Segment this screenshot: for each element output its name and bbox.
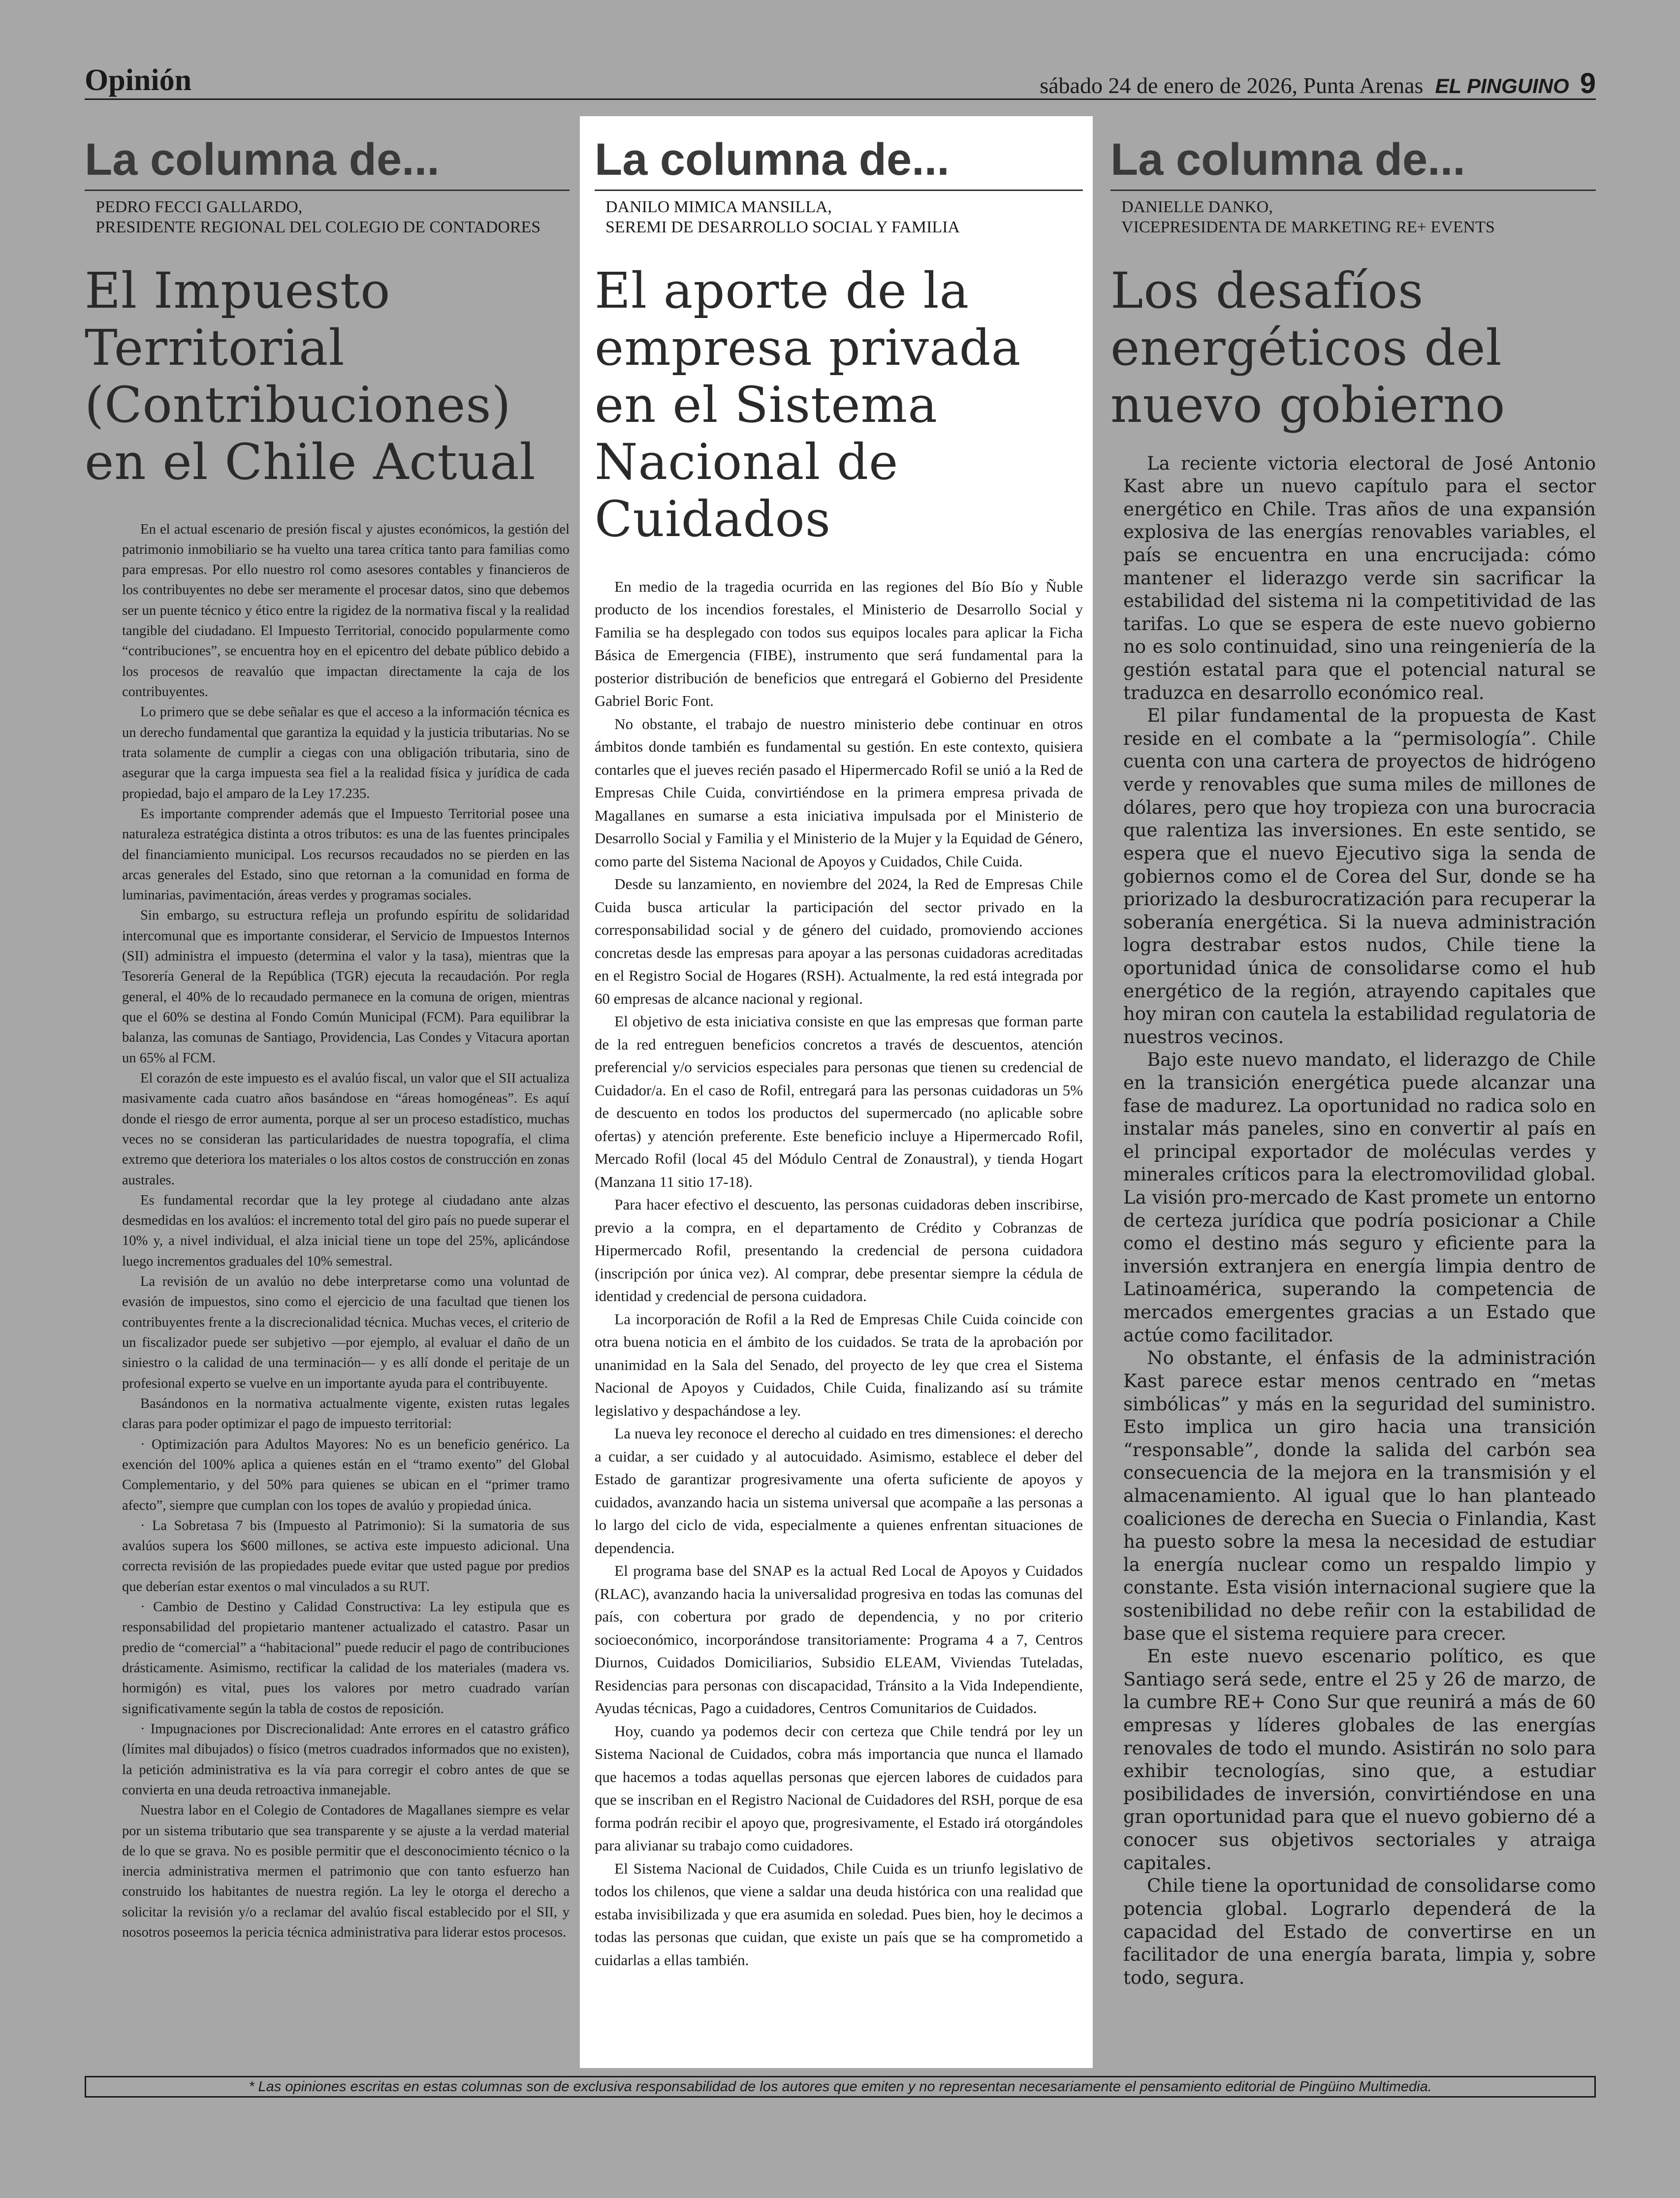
column-kicker: La columna de...	[85, 136, 570, 191]
body-paragraph: Nuestra labor en el Colegio de Contadores de Magallanes siempre es velar por un sistema tributario que sea transparente y se ajuste a la verdad material de lo que se grava. No es posible permitir que el desconocimiento técnico o la inercia administrativa mermen el patrimonio que con tanto esfuerzo han construido los habitantes de nuestra región. La ley le otorga el derecho a solicitar la revisión y/o a reclamar del avalúo fiscal establecido por el SII, y nosotros poseemos la pericia técnica administrativa para liderar estos procesos.	[122, 1803, 570, 1941]
author-role: SEREMI DE DESARROLLO SOCIAL Y FAMILIA	[605, 218, 960, 237]
body-paragraph: Para hacer efectivo el descuento, las personas cuidadoras deben inscribirse, previo a la compra, en el departamento de Crédito y Cobranzas de Hipermercado Rofil, presentando la credencial de persona cuidadora (inscripción por única vez). Al comprar, debe presentar siempre la cédula de identidad y credencial de persona cuidadora.	[595, 1196, 1083, 1305]
article-title: El Impuesto Territorial (Contribuciones) en el Chile Actual	[85, 261, 536, 491]
author-name: PEDRO FECCI GALLARDO,	[95, 197, 303, 216]
body-paragraph: El Sistema Nacional de Cuidados, Chile Cuida es un triunfo legislativo de todos los chilenos, que viene a saldar una deuda histórica con una realidad que estaba invisibilizada y que era asumida en soledad. Pues bien, hoy le decimos a todas las personas que cuidan, que existe un país que se ha comprometido a cuidarlas a ellas también.	[595, 1859, 1083, 1969]
body-paragraph: Es importante comprender además que el Impuesto Territorial posee una naturaleza estratégica distinta a otros tributos: es una de las fuentes principales del financiamiento municipal. Los recursos recaudados no se pierden en las arcas generales del Estado, sino que retornan a la comunidad en forma de luminarias, pavimentación, áreas verdes y programas sociales.	[122, 806, 570, 903]
body-paragraph: Sin embargo, su estructura refleja un profundo espíritu de solidaridad intercomunal que es importante considerar, el Servicio de Impuestos Internos (SII) administra el impuesto (determina el valor y la tasa), mientras que la Tesorería General de la República (TGR) ejecuta la recaudación. Por regla general, el 40% de lo recaudado permanece en la comuna de origen, mientras que el 60% se destina al Fondo Común Municipal (FCM). Para equilibrar la balanza, las comunas de Santiago, Providencia, Las Condes y Vitacura aportan un 65% al FCM.	[122, 908, 570, 1066]
author-role: PRESIDENTE REGIONAL DEL COLEGIO DE CONTADORES	[95, 218, 541, 237]
disclaimer-footnote: * Las opiniones escritas en estas columnas son de exclusiva responsabilidad de los autores que emiten y no representan necesariamente el pensamiento editorial de Pingüino Multimedia.	[85, 2076, 1596, 2098]
body-paragraph: Desde su lanzamiento, en noviembre del 2024, la Red de Empresas Chile Cuida busca articular la participación del sector privado en la corresponsabilidad social y de género del cuidado, promoviendo acciones concretas desde las empresas para apoyar a las personas cuidadoras acreditadas en el Registro Social de Hogares (RSH). Actualmente, la red está integrada por 60 empresas de alcance nacional y regional.	[595, 875, 1083, 1007]
body-paragraph: El pilar fundamental de la propuesta de Kast reside en el combate a la “permisología”. Chile cuenta con una cartera de proyectos de hidrógeno verde y renovables que suma miles de millones de dólares, pero que hoy tropieza con una burocracia que ralentiza las inversiones. En este sentido, se espera que el nuevo Ejecutivo siga la senda de gobiernos como el de Corea del Sur, donde se ha priorizado la desburocratización para recuperar la soberanía energética. Si la nueva administración logra destrabar estos nudos, Chile tiene la oportunidad única de consolidarse como el hub energético de la región, atrayendo capitales que hoy miran con cautela la estabilidad regulatoria de nuestros vecinos.	[1123, 705, 1596, 1048]
body-paragraph: · Impugnaciones por Discrecionalidad: Ante errores en el catastro gráfico (límites mal dibujados) o físico (metros cuadrados informados que no existen), la petición administrativa es la vía para corregir el cobro antes de que se convierta en una deuda retroactiva inmanejable.	[122, 1721, 570, 1798]
body-paragraph: La reciente victoria electoral de José Antonio Kast abre un nuevo capítulo para el sector energético en Chile. Tras años de una expansión explosiva de las energías renovables variables, el país se encuentra en una encrucijada: cómo mantener el liderazgo verde sin sacrificar la estabilidad del sistema ni la competitividad de las tarifas. Lo que se espera de este nuevo gobierno no es solo continuidad, sino una reingeniería de la gestión estatal para que el potencial natural se traduzca en desarrollo económico real.	[1123, 452, 1596, 703]
body-paragraph: No obstante, el énfasis de la administración Kast parece estar menos centrado en “metas simbólicas” y más en la seguridad del suministro. Esto implica un giro hacia una transición “responsable”, donde la salida del carbón sea consecuencia de la mejora en la transmisión y el almacenamiento. Al igual que lo han planteado coaliciones de derecha en Suecia o Finlandia, Kast ha puesto sobre la mesa la necesidad de estudiar la energía nuclear como un respaldo limpio y constante. Esta visión internacional sugiere que la sostenibilidad no debe reñir con la estabilidad de base que el sistema requiere para crecer.	[1123, 1347, 1596, 1644]
page-header	[85, 63, 1596, 100]
article-body	[1110, 452, 1596, 1990]
page-number: 9	[1580, 67, 1596, 99]
author-name: DANIELLE DANKO,	[1121, 197, 1273, 216]
date-place: sábado 24 de enero de 2026, Punta Arenas	[1040, 73, 1424, 98]
body-paragraph: · Optimización para Adultos Mayores: No es un beneficio genérico. La exención del 100% aplica a quienes están en el “tramo exento” del Global Complementario, y del 50% para quienes se ubican en el “primer tramo afecto”, siempre que cumplan con los topes de avalúo y propiedad única.	[122, 1436, 570, 1513]
body-paragraph: Bajo este nuevo mandato, el liderazgo de Chile en la transición energética puede alcanzar una fase de madurez. La oportunidad no radica solo en instalar más paneles, sino en convertir al país en el principal exportador de moléculas verdes y minerales críticos para la electromovilidad global. La visión pro-mercado de Kast promete un entorno de certeza jurídica que podría posicionar a Chile como el destino más seguro y eficiente para la inversión extranjera en energía limpia dentro de Latinoamérica, superando la competencia de mercados emergentes gracias a un Estado que actúe como facilitador.	[1123, 1049, 1596, 1346]
body-paragraph: Basándonos en la normativa actualmente vigente, existen rutas legales claras para poder optimizar el pago de impuesto territorial:	[122, 1396, 570, 1432]
column-kicker: La columna de...	[595, 136, 1083, 191]
body-paragraph: · Cambio de Destino y Calidad Constructiva: La ley estipula que es responsabilidad del propietario mantener actualizado el catastro. Pasar un predio de “comercial” a “habitacional” puede reducir el pago de contribuciones drásticamente. Asimismo, rectificar la calidad de los materiales (madera vs. hormigón) es vital, pues los valores por metro cuadrado varían significativamente según la tabla de costos de reposición.	[122, 1599, 570, 1717]
section-name: Opinión	[85, 64, 192, 97]
body-paragraph: El corazón de este impuesto es el avalúo fiscal, un valor que el SII actualiza masivamente cada cuatro años basándose en “áreas homogéneas”. Es aquí donde el riesgo de error aumenta, porque al ser un proceso estadístico, muchas veces no se consideran las particularidades de nuestra topografía, el clima extremo que deteriora los materiales o los altos costos de construcción en zonas australes.	[122, 1070, 570, 1188]
body-paragraph: Chile tiene la oportunidad de consolidarse como potencia global. Lograrlo dependerá de la capacidad del Estado de convertirse en un facilitador de una energía barata, limpia y, sobre todo, segura.	[1123, 1875, 1596, 1988]
article-title: Los desafíos energéticos del nuevo gobierno	[1110, 261, 1506, 434]
body-paragraph: · La Sobretasa 7 bis (Impuesto al Patrimonio): Si la sumatoria de sus avalúos supera los $600 millones, se activa este impuesto adicional. Una correcta revisión de las propiedades puede evitar que usted pague por predios que deberían estar exentos o mal vinculados a su RUT.	[122, 1518, 570, 1594]
column-author	[1110, 197, 1596, 238]
body-paragraph: La revisión de un avalúo no debe interpretarse como una voluntad de evasión de impuestos, sino como el ejercicio de una facultad que tienen los contribuyentes frente a la discrecionalidad técnica. Muchas veces, el criterio de un fiscalizador puede ser subjetivo —por ejemplo, al evaluar el daño de un siniestro o la calidad de una terminación— y es allí donde el peritaje de un profesional experto se vuelve en un importante ayuda para el contribuyente.	[122, 1274, 570, 1391]
body-paragraph: El objetivo de esta iniciativa consiste en que las empresas que forman parte de la red entreguen beneficios concretos a través de descuentos, atención preferencial y/o servicios especiales para personas que tienen su credencial de Cuidador/a. En el caso de Rofil, entregará para las personas cuidadoras un 5% de descuento en todos los productos del supermercado (no aplicable sobre ofertas) y atención preferente. Este beneficio incluye a Hipermercado Rofil, Mercado Rofil (local 45 del Módulo Central de Zonaustral), y tienda Hogart (Manzana 11 sitio 17-18).	[595, 1013, 1083, 1190]
body-paragraph: La nueva ley reconoce el derecho al cuidado en tres dimensiones: el derecho a cuidar, a ser cuidado y al autocuidado. Asimismo, establece el deber del Estado de garantizar progresivamente una oferta suficiente de apoyos y cuidados, avanzando hacia un sistema universal que acompañe a las personas a lo largo del ciclo de vida, especialmente a quienes enfrentan situaciones de dependencia.	[595, 1425, 1083, 1557]
column-2	[580, 116, 1093, 2068]
date-line	[1040, 67, 1596, 100]
body-paragraph: Lo primero que se debe señalar es que el acceso a la información técnica es un derecho fundamental que garantiza la equidad y la justicia tributarias. No se trata solamente de cumplir a ciegas con una obligación tributaria, sino de asegurar que la carga impuesta sea fiel a la realidad física y jurídica de cada propiedad, bajo el amparo de la Ley 17.235.	[122, 704, 570, 801]
column-1	[85, 116, 570, 1943]
body-paragraph: En el actual escenario de presión fiscal y ajustes económicos, la gestión del patrimonio inmobiliario se ha vuelto una tarea crítica tanto para familias como para empresas. Por ello nuestro rol como asesores contables y financieros de los contribuyentes no debe ser meramente el procesar datos, sino que debemos ser un puente técnico y ético entre la rigidez de la normativa fiscal y la realidad tangible del ciudadano. El Impuesto Territorial, conocido popularmente como “contribuciones”, se encuentra hoy en el epicentro del debate público debido a los procesos de reavalúo que impactan directamente la caja de los contribuyentes.	[122, 521, 570, 700]
column-kicker: La columna de...	[1110, 136, 1596, 191]
author-role: VICEPRESIDENTA DE MARKETING RE+ EVENTS	[1121, 218, 1495, 237]
body-paragraph: No obstante, el trabajo de nuestro ministerio debe continuar en otros ámbitos donde también es fundamental su gestión. En este contexto, quisiera contarles que el jueves recién pasado el Hipermercado Rofil se unió a la Red de Empresas Chile Cuida, convirtiéndose en la primera empresa privada de Magallanes en sumarse a esta iniciativa impulsada por el Ministerio de Desarrollo Social y Familia y el Ministerio de la Mujer y la Equidad de Género, como parte del Sistema Nacional de Apoyos y Cuidados, Chile Cuida.	[595, 715, 1083, 870]
body-paragraph: Hoy, cuando ya podemos decir con certeza que Chile tendrá por ley un Sistema Nacional de Cuidados, cobra más importancia que nunca el llamado que hacemos a todas aquellas personas que ejercen labores de cuidados para que se inscriban en el Registro Nacional de Cuidadores del RSH, porque de esa forma podrán recibir el apoyo que, progresivamente, el Estado irá otorgándoles para alivianar su trabajo como cuidadores.	[595, 1722, 1083, 1854]
column-author	[85, 197, 570, 238]
body-paragraph: La incorporación de Rofil a la Red de Empresas Chile Cuida coincide con otra buena noticia en el ámbito de los cuidados. Se trata de la aprobación por unanimidad en la Sala del Senado, del proyecto de ley que crea el Sistema Nacional de Apoyos y Cuidados, Chile Cuida, finalizando así su trámite legislativo y despachándose a ley.	[595, 1310, 1083, 1419]
body-paragraph: En este nuevo escenario político, es que Santiago será sede, entre el 25 y 26 de marzo, de la cumbre RE+ Cono Sur que reunirá a más de 60 empresas y líderes globales de las energías renovales de todo el mundo. Asistirán no solo para exhibir tecnologías, sino que, a estudiar posibilidades de inversión, convirtiéndose en una gran oportunidad para que el nuevo gobierno dé a conocer sus objetivos sectoriales y atraiga capitales.	[1123, 1646, 1596, 1874]
column-author	[595, 197, 1083, 238]
body-paragraph: En medio de la tragedia ocurrida en las regiones del Bío Bío y Ñuble producto de los incendios forestales, el Ministerio de Desarrollo Social y Familia se ha desplegado con todos sus equipos locales para aplicar la Ficha Básica de Emergencia (FIBE), instrumento que será fundamental para la posterior distribución de beneficios que entregará el Gobierno del Presidente Gabriel Boric Font.	[595, 577, 1083, 710]
newspaper-logo: EL PINGUINO	[1435, 74, 1569, 97]
article-body	[85, 519, 570, 1943]
body-paragraph: El programa base del SNAP es la actual Red Local de Apoyos y Cuidados (RLAC), avanzando hacia la universalidad progresiva en todas las comunas del país, con cobertura por grado de dependencia, y no por criterio socioeconómico, incorporándose transitoriamente: Programa 4 a 7, Centros Diurnos, Cuidados Domiciliarios, Subsidio ELEAM, Viviendas Tuteladas, Residencias para personas con discapacidad, Tránsito a la Vida Independiente, Ayudas técnicas, Pago a cuidadores, Centros Comunitarios de Cuidados.	[595, 1562, 1083, 1717]
column-3	[1110, 116, 1596, 1989]
article-body	[595, 575, 1083, 1972]
body-paragraph: Es fundamental recordar que la ley protege al ciudadano ante alzas desmedidas en los avalúos: el incremento total del giro país no puede superar el 10% y, a nivel individual, el alza inicial tiene un tope del 25%, aplicándose luego incrementos graduales del 10% semestral.	[122, 1192, 570, 1269]
article-title: El aporte de la empresa privada en el Sistema Nacional de Cuidados	[595, 261, 1021, 548]
author-name: DANILO MIMICA MANSILLA,	[605, 197, 832, 216]
